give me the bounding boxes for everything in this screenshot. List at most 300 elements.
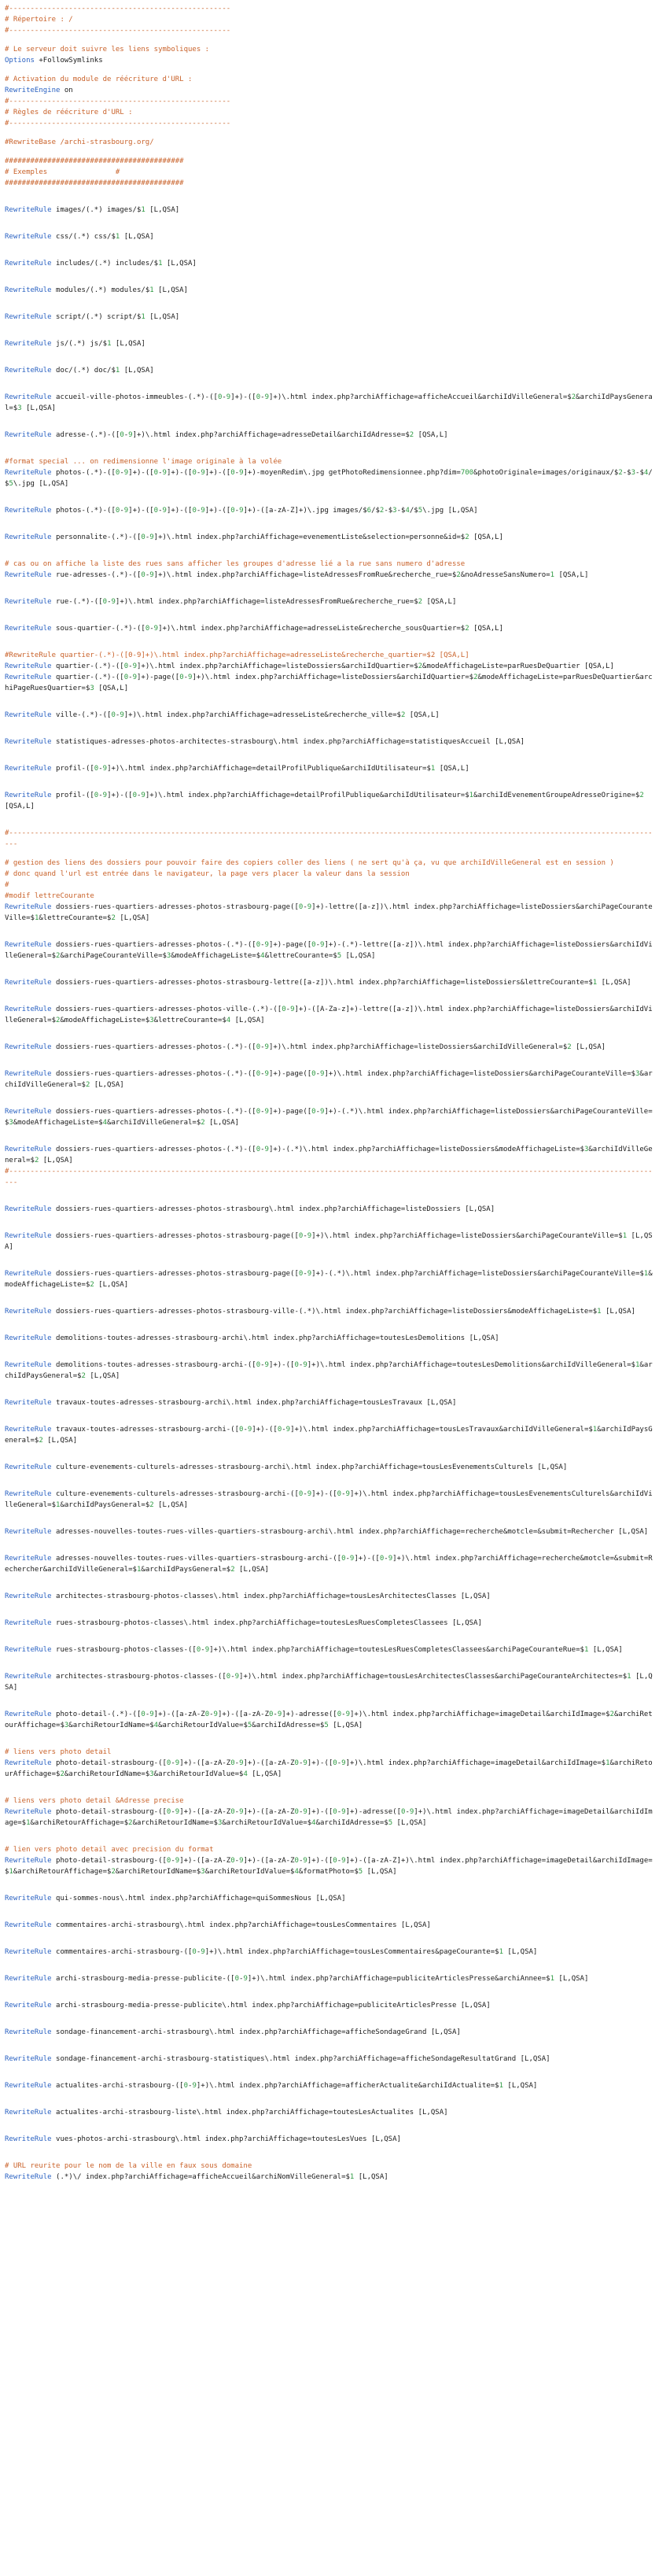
code-number: 9 bbox=[303, 1361, 307, 1369]
code-number: 2 bbox=[111, 914, 116, 922]
code-text: [L,QSA] bbox=[145, 206, 180, 214]
code-number: 0 bbox=[192, 469, 197, 477]
code-number: 9 bbox=[320, 1108, 325, 1116]
code-line bbox=[5, 258, 654, 269]
code-text: - bbox=[260, 1108, 265, 1116]
code-line bbox=[5, 1947, 654, 1958]
code-text: - bbox=[315, 941, 320, 949]
code-text: ]+)-([ bbox=[307, 1857, 333, 1865]
code-text: &archiIdAdresse=$ bbox=[315, 1819, 388, 1827]
comment-line bbox=[5, 559, 654, 570]
code-text: - bbox=[196, 1948, 201, 1956]
code-number: 0 bbox=[277, 1426, 282, 1434]
code-line bbox=[5, 736, 654, 747]
code-line bbox=[5, 1920, 654, 1931]
directive-keyword: RewriteRule bbox=[5, 941, 52, 949]
directive-keyword: RewriteRule bbox=[5, 2055, 52, 2063]
code-number: 0 bbox=[298, 1232, 304, 1240]
code-text: - bbox=[315, 1070, 320, 1078]
code-text: adresses-nouvelles-toutes-rues-villes-quartiers-strasbourg-archi\.html index.php?archiAffichage=recherche&motcle=&submit=Rechercher [L,QSA] bbox=[51, 1528, 649, 1536]
directive-keyword: RewriteRule bbox=[5, 1361, 52, 1369]
code-text: dossiers-rues-quartiers-adresses-photos-(.*)-([ bbox=[51, 941, 256, 949]
code-line bbox=[5, 1144, 654, 1166]
code-text: ]+)-(.*)-lettre([a-z])\.html index.php?archiAffichage=listeDossiers&archiIdVilleGeneral=$ bbox=[5, 941, 653, 960]
blank-line bbox=[5, 66, 654, 74]
blank-line bbox=[5, 1290, 654, 1306]
directive-keyword: RewriteRule bbox=[5, 431, 52, 439]
code-text: ]+)-([ bbox=[307, 1759, 333, 1767]
code-line bbox=[5, 285, 654, 296]
code-text: - bbox=[188, 2082, 193, 2090]
code-text: profil-([ bbox=[51, 765, 94, 773]
code-number: 1 bbox=[158, 260, 163, 268]
code-text: [L,QSA] bbox=[153, 1501, 189, 1509]
code-number: 0 bbox=[401, 1808, 406, 1816]
code-number: 0 bbox=[102, 598, 108, 606]
directive-keyword: RewriteRule bbox=[5, 1399, 52, 1407]
code-number: 1 bbox=[635, 1361, 640, 1369]
code-text: ]+)\.html index.php?archiAffichage=afficheAccueil&archiIdVilleGeneral=$ bbox=[268, 393, 572, 401]
comment-line bbox=[5, 74, 654, 85]
code-text: dossiers-rues-quartiers-adresses-photos-strasbourg-ville-(.*)\.html index.php?archiAffichage=listeDossiers&modeAffichageListe=$ bbox=[51, 1308, 598, 1316]
code-text: &archiRetourAffichage=$ bbox=[30, 1819, 129, 1827]
comment-line bbox=[5, 456, 654, 467]
code-line bbox=[5, 1644, 654, 1655]
code-text: ]+)-page([ bbox=[268, 1108, 312, 1116]
code-number: 0 bbox=[183, 2082, 189, 2090]
code-text: - bbox=[384, 1555, 388, 1563]
code-text: [L,QSA] bbox=[601, 1308, 635, 1316]
code-text: [L,QSA] bbox=[503, 1948, 538, 1956]
code-text: -$ bbox=[622, 469, 631, 477]
directive-keyword: RewriteRule bbox=[5, 2002, 52, 2010]
code-number: 9 bbox=[120, 711, 124, 719]
code-text: [L,QSA] bbox=[145, 313, 180, 321]
code-text: ]+)\.html index.php?archiAffichage=listeDossiers&archiIdQuartier=$ bbox=[137, 662, 418, 670]
code-text: profil-([ bbox=[51, 792, 94, 799]
code-text: ]+)\.html index.php?archiAffichage=tousLesEvenementsCulturels&archiIdVilleGeneral=$ bbox=[5, 1490, 653, 1509]
code-text: ]+)\.html index.php?archiAffichage=imageDetail&archiIdImage=$ bbox=[345, 1759, 606, 1767]
code-text: - bbox=[298, 1361, 304, 1369]
code-number: 9 bbox=[102, 792, 108, 799]
blank-line bbox=[5, 634, 654, 650]
code-number: 9 bbox=[149, 533, 154, 541]
code-text: ]+)\.html index.php?archiAffichage=toutesLesDemolitions&archiIdVilleGeneral=$ bbox=[307, 1361, 635, 1369]
code-text: ]+)\.html index.php?archiAffichage=listeAdressesFromRue&recherche_rue=$ bbox=[115, 598, 418, 606]
blank-line bbox=[5, 189, 654, 205]
code-number: 9 bbox=[201, 507, 205, 515]
code-text: ]+)-([a-zA-Z bbox=[243, 1808, 295, 1816]
code-text: - bbox=[149, 625, 154, 633]
code-text: ]+)-([ bbox=[107, 792, 133, 799]
code-number: 2 bbox=[111, 1868, 116, 1876]
code-text: [QSA,L] bbox=[422, 598, 457, 606]
code-text: [L,QSA] bbox=[39, 1157, 73, 1164]
code-line bbox=[5, 312, 654, 323]
code-text: photo-detail-strasbourg-([ bbox=[51, 1808, 167, 1816]
code-line bbox=[5, 1424, 654, 1446]
code-line bbox=[5, 2134, 654, 2145]
directive-keyword: RewriteRule bbox=[5, 1921, 52, 1929]
code-text: - bbox=[222, 393, 226, 401]
code-line bbox=[5, 1462, 654, 1473]
code-number: 1 bbox=[597, 1308, 602, 1316]
comment-text: # URL reurite pour le nom de la ville en faux sous domaine bbox=[5, 2162, 252, 2170]
code-text: - bbox=[303, 1232, 307, 1240]
comment-line bbox=[5, 828, 654, 850]
code-text: - bbox=[120, 469, 124, 477]
comment-text: #modif lettreCourante bbox=[5, 892, 94, 900]
comment-text: # liens vers photo detail bbox=[5, 1748, 112, 1756]
blank-line bbox=[5, 1344, 654, 1360]
code-line bbox=[5, 2000, 654, 2011]
code-line bbox=[5, 1709, 654, 1731]
code-number: 1 bbox=[141, 206, 145, 214]
blank-line bbox=[5, 2091, 654, 2107]
code-text: - bbox=[337, 1857, 342, 1865]
code-text: [L,QSA] bbox=[21, 404, 57, 412]
code-text: css/(.*) css/$ bbox=[51, 233, 116, 241]
blank-line bbox=[5, 1188, 654, 1204]
code-number: 0 bbox=[166, 1808, 171, 1816]
code-text: - bbox=[303, 1490, 307, 1498]
code-number: 0 bbox=[132, 792, 137, 799]
code-line bbox=[5, 1042, 654, 1053]
code-text: - bbox=[341, 1711, 346, 1718]
code-text: ]+)-(.*)\.html index.php?archiAffichage=listeDossiers&archiPageCouranteVille=$ bbox=[311, 1270, 644, 1278]
code-line bbox=[5, 2172, 654, 2183]
directive-keyword: RewriteRule bbox=[5, 340, 52, 348]
code-line bbox=[5, 1591, 654, 1602]
code-number: 0 bbox=[123, 674, 129, 681]
code-text: &archiRetourIdValue=$ bbox=[158, 1722, 248, 1729]
code-text: - bbox=[128, 674, 133, 681]
code-line bbox=[5, 1553, 654, 1575]
code-text: commentaires-archi-strasbourg-([ bbox=[51, 1948, 193, 1956]
directive-keyword: RewriteRule bbox=[5, 598, 52, 606]
code-line bbox=[5, 1618, 654, 1629]
code-text: - bbox=[341, 1490, 346, 1498]
code-number: 0 bbox=[204, 1711, 210, 1718]
blank-line bbox=[5, 2038, 654, 2054]
code-text: ville-(.*)-([ bbox=[51, 711, 112, 719]
code-number: 4 bbox=[311, 1819, 316, 1827]
code-number: 3 bbox=[90, 685, 94, 692]
code-line bbox=[5, 2027, 654, 2038]
code-number: 9 bbox=[307, 903, 312, 911]
comment-text: ########################################## bbox=[5, 179, 184, 187]
code-line bbox=[5, 661, 654, 672]
code-text: ]+)-page([ bbox=[268, 1070, 312, 1078]
code-text: (.*)\/ index.php?archiAffichage=afficheAccueil&archiNomVilleGeneral=$ bbox=[51, 2173, 350, 2181]
code-number: 5 bbox=[9, 480, 13, 488]
code-text: - bbox=[273, 1711, 278, 1718]
code-number: 0 bbox=[123, 662, 129, 670]
code-text: ]+)-([ bbox=[128, 469, 154, 477]
code-number: 5 bbox=[358, 1868, 363, 1876]
code-line bbox=[5, 790, 654, 812]
code-text: ]+)-adresse([ bbox=[282, 1711, 337, 1718]
code-text: dossiers-rues-quartiers-adresses-photos-(.*)-([ bbox=[51, 1146, 256, 1153]
code-line bbox=[5, 763, 654, 774]
code-number: 9 bbox=[264, 1043, 269, 1051]
code-text: [L,QSA] bbox=[597, 979, 631, 987]
comment-line bbox=[5, 880, 654, 891]
directive-keyword: RewriteRule bbox=[5, 469, 52, 477]
code-text: - bbox=[298, 1808, 304, 1816]
code-text: - bbox=[260, 941, 265, 949]
code-text: [L,QSA] bbox=[94, 1281, 129, 1289]
comment-text: #RewriteRule quartier-(.*)-([0-9]+)\.html index.php?archiAffichage=adresseListe&recherche_quartier=$2 [QSA,L] bbox=[5, 651, 469, 659]
code-text: - bbox=[303, 903, 307, 911]
code-number: 2 bbox=[571, 393, 576, 401]
code-text: [L,QSA] bbox=[5, 1673, 653, 1692]
directive-keyword: RewriteRule bbox=[5, 1490, 52, 1498]
blank-line bbox=[5, 296, 654, 312]
code-text: [L,QSA] bbox=[153, 286, 189, 294]
code-text: accueil-ville-photos-immeubles-(.*)-([ bbox=[51, 393, 218, 401]
code-number: 9 bbox=[277, 1711, 282, 1718]
blank-line bbox=[5, 129, 654, 137]
code-number: 9 bbox=[303, 1808, 307, 1816]
code-number: 9 bbox=[149, 571, 154, 579]
code-number: 2 bbox=[418, 598, 423, 606]
code-number: 0 bbox=[217, 393, 223, 401]
code-number: 3 bbox=[9, 1119, 13, 1127]
code-number: 0 bbox=[230, 1808, 235, 1816]
code-text: &archiIdEvenementGroupeAdresseOrigine=$ bbox=[473, 792, 640, 799]
code-number: 9 bbox=[123, 507, 129, 515]
code-number: 0 bbox=[179, 674, 184, 681]
code-number: 2 bbox=[85, 1081, 90, 1089]
code-text: &archiRetourAffichage=$ bbox=[5, 1711, 653, 1729]
code-text: &photoOriginale=images/originaux/$ bbox=[473, 469, 619, 477]
code-number: 0 bbox=[141, 533, 145, 541]
blank-line bbox=[5, 812, 654, 828]
code-text: &modeAffichageListe=parRuesDeQuartier&archiPageRuesQuartier=$ bbox=[5, 674, 653, 692]
directive-keyword: RewriteRule bbox=[5, 2135, 52, 2143]
code-text: &modeAffichageListe=$ bbox=[60, 1017, 150, 1024]
code-number: 2 bbox=[149, 1501, 154, 1509]
code-text: - bbox=[405, 1808, 410, 1816]
comment-line bbox=[5, 858, 654, 869]
code-text: - bbox=[234, 469, 240, 477]
code-number: 9 bbox=[303, 1759, 307, 1767]
code-number: 1 bbox=[149, 286, 154, 294]
code-line bbox=[5, 532, 654, 543]
code-number: 0 bbox=[256, 1108, 261, 1116]
code-text: ]+)-([A-Za-z]+)-lettre([a-z])\.html index.php?archiAffichage=listeDossiers&archiIdVilleGeneral=$ bbox=[5, 1006, 653, 1024]
code-text: - bbox=[183, 674, 189, 681]
code-number: 9 bbox=[234, 1673, 240, 1681]
code-text: &archiIdPaysGeneral=$ bbox=[60, 1501, 150, 1509]
code-number: 9 bbox=[320, 1070, 325, 1078]
code-text: actualites-archi-strasbourg-liste\.html index.php?archiAffichage=toutesLesActualites [L,QSA] bbox=[51, 2109, 448, 2117]
code-text: demolitions-toutes-adresses-strasbourg-archi-([ bbox=[51, 1361, 256, 1369]
code-text: /$ bbox=[371, 507, 380, 515]
code-number: 1 bbox=[430, 765, 436, 773]
code-text: [L,QSA] bbox=[503, 2082, 538, 2090]
code-number: 2 bbox=[473, 674, 478, 681]
code-number: 9 bbox=[239, 507, 244, 515]
code-number: 0 bbox=[94, 792, 99, 799]
code-number: 0 bbox=[311, 941, 316, 949]
directive-keyword: RewriteEngine bbox=[5, 87, 61, 94]
code-text: &noAdresseSansNumero= bbox=[460, 571, 550, 579]
code-text: - bbox=[243, 1426, 248, 1434]
code-number: 1 bbox=[136, 1566, 142, 1574]
code-text: quartier-(.*)-([ bbox=[51, 662, 124, 670]
directive-keyword: RewriteRule bbox=[5, 1146, 52, 1153]
code-text: &lettreCourante=$ bbox=[264, 952, 337, 960]
code-number: 0 bbox=[141, 571, 145, 579]
code-text: [L,QSA] bbox=[392, 1819, 427, 1827]
code-line bbox=[5, 1004, 654, 1026]
code-text: dossiers-rues-quartiers-adresses-photos-(.*)-([ bbox=[51, 1108, 256, 1116]
code-text: statistiques-adresses-photos-architectes-strasbourg\.html index.php?archiAffichage=statistiquesAccueil [L,QSA] bbox=[51, 738, 525, 746]
code-number: 2 bbox=[400, 711, 406, 719]
code-number: 9 bbox=[192, 2082, 197, 2090]
code-text: - bbox=[260, 1146, 265, 1153]
code-number: 0 bbox=[379, 1555, 385, 1563]
code-text: [L,QSA] bbox=[162, 260, 197, 268]
code-text: [L,QSA] bbox=[85, 1372, 120, 1380]
code-text: ]+)\.html index.php?archiAffichage=detailProfilPublique&archiIdUtilisateur=$ bbox=[107, 765, 431, 773]
code-text: ]+)-([ bbox=[166, 469, 193, 477]
code-number: 0 bbox=[153, 507, 159, 515]
code-number: 9 bbox=[264, 941, 269, 949]
code-text: - bbox=[196, 469, 201, 477]
code-text: &modeAffichageListe=parRuesDeQuartier [QSA,L] bbox=[422, 662, 614, 670]
blank-line bbox=[5, 1931, 654, 1947]
code-number: 2 bbox=[90, 1281, 94, 1289]
code-text: [L,QSA] bbox=[120, 367, 154, 375]
blank-line bbox=[5, 581, 654, 596]
code-text: rue-(.*)-([ bbox=[51, 598, 103, 606]
code-text: archi-strasbourg-media-presse-publicite-([ bbox=[51, 1975, 235, 1983]
code-number: 0 bbox=[282, 1006, 286, 1013]
code-text: on bbox=[60, 87, 73, 94]
code-number: 0 bbox=[145, 625, 150, 633]
directive-keyword: RewriteRule bbox=[5, 2028, 52, 2036]
blank-line bbox=[5, 2011, 654, 2027]
code-number: 4 bbox=[405, 507, 410, 515]
directive-keyword: RewriteRule bbox=[5, 1895, 52, 1902]
blank-line bbox=[5, 1731, 654, 1747]
code-text: - bbox=[337, 1808, 342, 1816]
code-line bbox=[5, 623, 654, 634]
code-number: 1 bbox=[550, 1975, 555, 1983]
code-line bbox=[5, 1231, 654, 1253]
directive-keyword: RewriteRule bbox=[5, 1334, 52, 1342]
code-number: 2 bbox=[409, 431, 414, 439]
code-number: 0 bbox=[192, 507, 197, 515]
code-text: ]+)\.html index.php?archiAffichage=listeDossiers&archiPageCouranteVille=$ bbox=[311, 1232, 623, 1240]
code-text: - bbox=[230, 1673, 235, 1681]
code-text: &archiRetourAffichage=$ bbox=[5, 1759, 653, 1778]
code-number: 2 bbox=[128, 1819, 133, 1827]
code-text: - bbox=[337, 1759, 342, 1767]
code-text: rue-adresses-(.*)-([ bbox=[51, 571, 142, 579]
directive-keyword: RewriteRule bbox=[5, 979, 52, 987]
comment-text: #---------------------------------------------------- bbox=[5, 120, 231, 127]
code-number: 0 bbox=[256, 941, 261, 949]
directive-keyword: RewriteRule bbox=[5, 260, 52, 268]
code-text: ]+)-([a-zA-Z bbox=[217, 1711, 269, 1718]
code-text: &archiIdVilleGeneral=$ bbox=[5, 1070, 653, 1089]
code-number: 9 bbox=[141, 792, 145, 799]
code-text: dossiers-rues-quartiers-adresses-photos-(.*)-([ bbox=[51, 1070, 256, 1078]
blank-line bbox=[5, 242, 654, 258]
code-text: [L,QSA] bbox=[571, 1043, 606, 1051]
comment-text: #format special ... on redimensionne l'image originale à la volée bbox=[5, 458, 282, 466]
code-text: - bbox=[145, 1711, 150, 1718]
code-text: [QSA,L] bbox=[5, 792, 649, 810]
code-text: ]+)-page([ bbox=[137, 674, 180, 681]
code-text: &archiPageCouranteVille=$ bbox=[60, 952, 167, 960]
code-text: -$ bbox=[635, 469, 644, 477]
code-number: 9 bbox=[102, 765, 108, 773]
code-text: - bbox=[282, 1426, 286, 1434]
code-text: culture-evenements-culturels-adresses-strasbourg-archi\.html index.php?archiAffichage=tousLesEvenementsCulturels [L,QSA] bbox=[51, 1463, 568, 1471]
comment-line bbox=[5, 1747, 654, 1758]
directive-keyword: Options bbox=[5, 57, 35, 65]
directive-keyword: RewriteRule bbox=[5, 738, 52, 746]
code-number: 0 bbox=[333, 1759, 337, 1767]
code-number: 3 bbox=[631, 469, 636, 477]
directive-keyword: RewriteRule bbox=[5, 367, 52, 375]
blank-line bbox=[5, 489, 654, 505]
code-text: architectes-strasbourg-photos-classes-([ bbox=[51, 1673, 226, 1681]
blank-line bbox=[5, 1904, 654, 1920]
code-text: images/(.*) images/$ bbox=[51, 206, 142, 214]
code-text: dossiers-rues-quartiers-adresses-photos-(.*)-([ bbox=[51, 1043, 256, 1051]
code-text: &archiIdPaysGeneral=$ bbox=[5, 1426, 653, 1445]
code-number: 2 bbox=[567, 1043, 572, 1051]
code-number: 1 bbox=[643, 1270, 649, 1278]
code-number: 2 bbox=[56, 1017, 61, 1024]
directive-keyword: RewriteRule bbox=[5, 1006, 52, 1013]
code-text: - bbox=[298, 1759, 304, 1767]
code-number: 0 bbox=[226, 1673, 231, 1681]
blank-line bbox=[5, 269, 654, 285]
code-text: - bbox=[120, 507, 124, 515]
code-text: ]+)-adresse([ bbox=[345, 1808, 402, 1816]
code-number: 3 bbox=[166, 952, 171, 960]
code-text: quartier-(.*)-([ bbox=[51, 674, 124, 681]
blank-line bbox=[5, 1317, 654, 1333]
code-number: 0 bbox=[269, 1711, 274, 1718]
blank-line bbox=[5, 924, 654, 939]
code-number: 2 bbox=[456, 571, 461, 579]
code-text: ]+)\.html index.php?archiAffichage=publiciteArticlesPresse&archiAnnee=$ bbox=[247, 1975, 550, 1983]
code-line bbox=[5, 2080, 654, 2091]
code-text: sondage-financement-archi-strasbourg\.html index.php?archiAffichage=afficheSondageGrand [L,QSA] bbox=[51, 2028, 461, 2036]
code-line bbox=[5, 1360, 654, 1382]
directive-keyword: RewriteRule bbox=[5, 2173, 52, 2181]
directive-keyword: RewriteRule bbox=[5, 286, 52, 294]
code-text: &archiRetourIdName=$ bbox=[132, 1819, 218, 1827]
code-text: &lettreCourante=$ bbox=[153, 1017, 226, 1024]
code-number: 2 bbox=[39, 1437, 43, 1445]
blank-line bbox=[5, 349, 654, 365]
blank-line bbox=[5, 1473, 654, 1489]
code-text: sous-quartier-(.*)-([ bbox=[51, 625, 145, 633]
code-number: 0 bbox=[298, 1490, 304, 1498]
code-text: modules/(.*) modules/$ bbox=[51, 286, 150, 294]
code-text: ]+)-(.*)\.html index.php?archiAffichage=listeDossiers&modeAffichageListe=$ bbox=[268, 1146, 584, 1153]
code-text: ]+)-([a-zA-Z bbox=[179, 1759, 231, 1767]
